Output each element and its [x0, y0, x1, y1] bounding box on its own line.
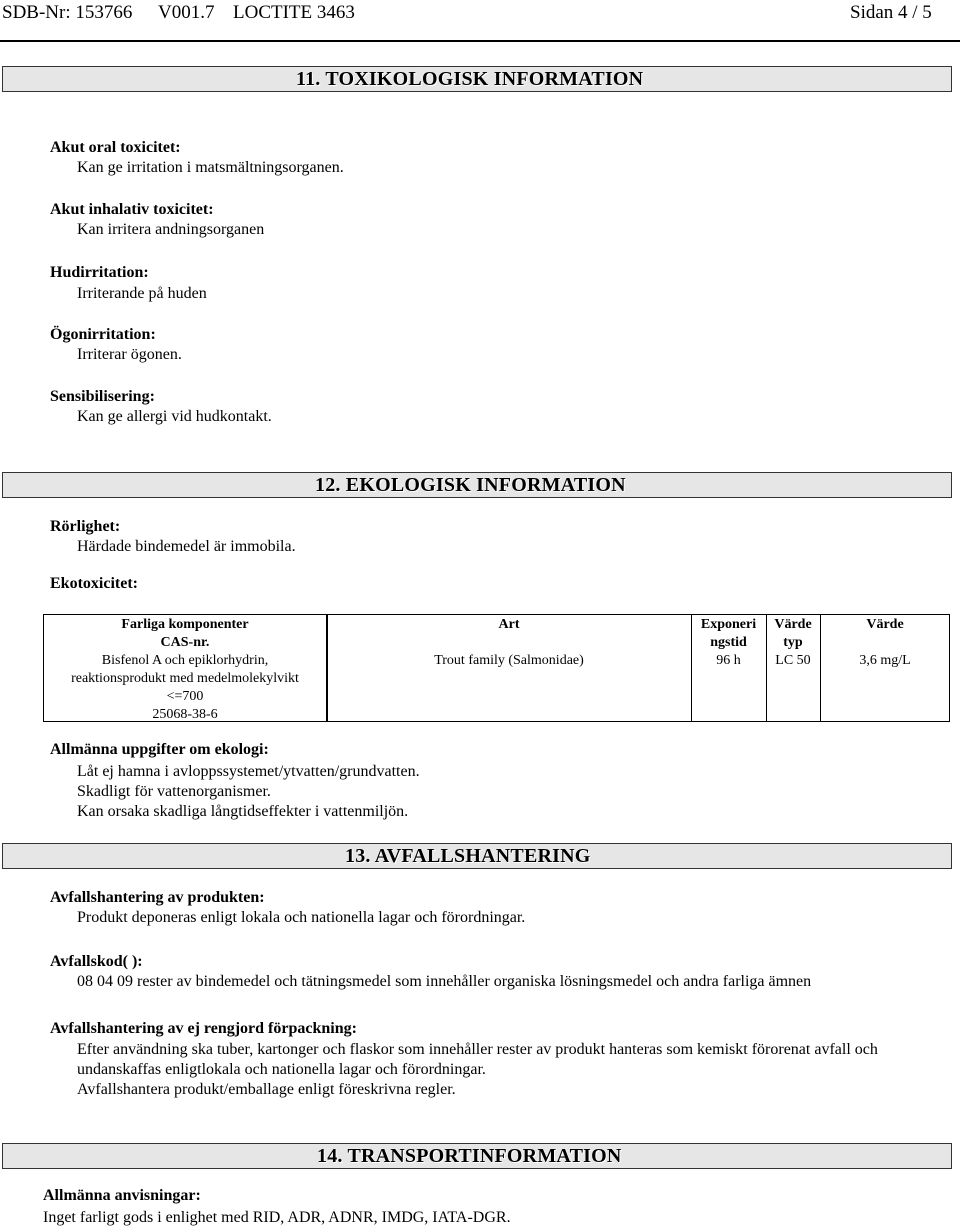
ecotox-label: Ekotoxicitet:: [50, 575, 138, 592]
skin-irritation-label: Hudirritation:: [50, 264, 149, 281]
cell-valuetype: LC 50: [775, 653, 811, 668]
component-name-2: reaktionsprodukt med medelmolekylvikt: [71, 671, 299, 686]
acute-oral-label: Akut oral toxicitet:: [50, 139, 181, 156]
acute-oral-text: Kan ge irritation i matsmältningsorganen.: [77, 159, 344, 176]
acute-inhal-text: Kan irritera andningsorganen: [77, 221, 265, 238]
general-ecology-line-1: Låt ej hamna i avloppssystemet/ytvatten/grundvatten.: [77, 763, 420, 780]
cell-value: 3,6 mg/L: [859, 653, 911, 668]
general-ecology-label: Allmänna uppgifter om ekologi:: [50, 741, 269, 758]
section-12-title: 12. EKOLOGISK INFORMATION: [315, 474, 626, 496]
section-11-title: 11. TOXIKOLOGISK INFORMATION: [296, 68, 644, 90]
transport-general-text: Inget farligt gods i enlighet med RID, ADR, ADNR, IMDG, IATA-DGR.: [43, 1209, 511, 1226]
waste-code-text: 08 04 09 rester av bindemedel och tätningsmedel som innehåller organiska lösningsmedel och andra farliga ämnen: [77, 973, 812, 990]
cell-exposure: 96 h: [716, 653, 741, 668]
waste-code-label: Avfallskod( ):: [50, 953, 143, 970]
page-number: Sidan 4 / 5: [850, 2, 932, 23]
product-disposal-label: Avfallshantering av produkten:: [50, 889, 265, 906]
packaging-disposal-label: Avfallshantering av ej rengjord förpackning:: [50, 1020, 357, 1037]
transport-general-label: Allmänna anvisningar:: [43, 1187, 201, 1204]
packaging-disposal-line-3: Avfallshantera produkt/emballage enligt föreskrivna regler.: [77, 1081, 456, 1098]
th-exposure-2: ngstid: [710, 635, 747, 650]
component-name-1: Bisfenol A och epiklorhydrin,: [101, 653, 269, 668]
th-component: Farliga komponenter: [121, 617, 249, 632]
mobility-text: Härdade bindemedel är immobila.: [77, 538, 296, 555]
component-name-3: <=700: [166, 689, 204, 704]
sensitisation-label: Sensibilisering:: [50, 388, 155, 405]
mobility-label: Rörlighet:: [50, 518, 121, 535]
th-valuetype-2: typ: [783, 635, 803, 650]
product-disposal-text: Produkt deponeras enligt lokala och nationella lagar och förordningar.: [77, 909, 526, 926]
th-exposure-1: Exponeri: [700, 617, 757, 632]
th-value: Värde: [866, 617, 904, 632]
general-ecology-line-2: Skadligt för vattenorganismer.: [77, 783, 271, 800]
packaging-disposal-line-1: Efter användning ska tuber, kartonger och flaskor som innehåller rester av produkt hanteras som kemiskt förorenat avfall och: [77, 1041, 878, 1058]
header-rule: [0, 40, 960, 42]
skin-irritation-text: Irriterande på huden: [77, 285, 207, 302]
general-ecology-line-3: Kan orsaka skadliga långtidseffekter i vattenmiljön.: [77, 803, 409, 820]
component-cas: 25068-38-6: [152, 707, 218, 722]
sdb-number: SDB-Nr: 153766: [2, 2, 133, 23]
sensitisation-text: Kan ge allergi vid hudkontakt.: [77, 408, 272, 425]
cell-art: Trout family (Salmonidae): [434, 653, 584, 668]
acute-inhal-label: Akut inhalativ toxicitet:: [50, 201, 214, 218]
th-valuetype-1: Värde: [774, 617, 812, 632]
packaging-disposal-line-2: undanskaffas enligtlokala och nationella lagar och förordningar.: [77, 1061, 486, 1078]
product-name: LOCTITE 3463: [233, 2, 355, 23]
eye-irritation-label: Ögonirritation:: [50, 326, 156, 343]
section-14-title: 14. TRANSPORTINFORMATION: [317, 1145, 622, 1167]
th-art: Art: [498, 617, 520, 632]
th-cas: CAS-nr.: [160, 635, 210, 650]
version: V001.7: [158, 2, 215, 23]
section-13-title: 13. AVFALLSHANTERING: [345, 845, 591, 867]
eye-irritation-text: Irriterar ögonen.: [77, 346, 182, 363]
